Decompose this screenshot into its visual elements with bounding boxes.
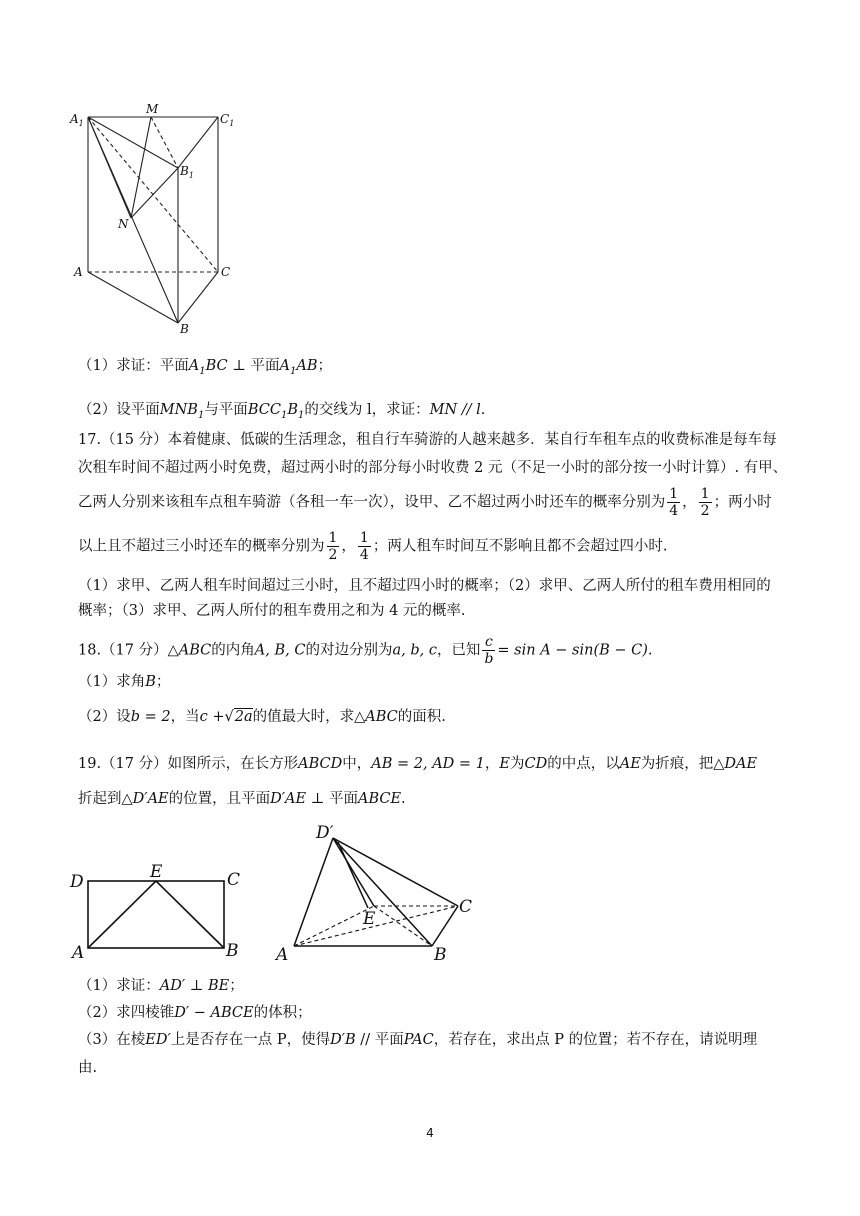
rect-label-e: E	[150, 862, 163, 882]
pyr-label-e: E	[363, 909, 376, 929]
q17-line5: （1）求甲、乙两人租车时间超过三小时，且不超过四小时的概率；（2）求甲、乙两人所付的租车费用相同的	[78, 578, 771, 594]
rect-label-d: D	[70, 872, 84, 892]
pyr-label-c: C	[459, 897, 473, 917]
q19-part2: （2）求四棱锥D′ − ABCE的体积；	[78, 1005, 312, 1021]
q18-part1: （1）求角B；	[78, 674, 171, 690]
rect-label-b: B	[226, 941, 239, 961]
q17-line3: 乙两人分别来该租车点租车骑游（各租一车一次），设甲、乙不超过两小时还车的概率分别为 $\frac{1}{4}$ ， $\frac{1}{2}$ ；两小时	[78, 486, 772, 519]
q19-part3-cont: 由.	[78, 1060, 98, 1076]
q18-stem: 18.（17 分）△ABC的内角A, B, C的对边分别为a, b, c，已知 $\frac{c}{b}$ = sin A − sin(B − C).	[78, 634, 653, 667]
q17-line1: 17.（15 分）本着健康、低碳的生活理念，租自行车骑游的人越来越多．某自行车租车点的收费标准是每车每	[78, 432, 777, 448]
page-number: 4	[426, 1126, 434, 1140]
label-a: A	[74, 265, 83, 279]
label-b: B	[180, 322, 189, 336]
label-a1: $A_1$	[70, 112, 84, 128]
pyr-label-a: A	[276, 945, 289, 965]
label-c1: $C_1$	[220, 112, 235, 128]
rect-label-c: C	[227, 870, 241, 890]
q16-part2: （2）设平面$MNB_1$与平面$BCC_1B_1$的交线为 l，求证：MN // l.	[78, 402, 486, 421]
label-m: M	[146, 102, 159, 116]
q16-part1: （1）求证：平面$A_1BC$ ⊥ 平面$A_1AB$；	[78, 358, 332, 377]
pyramid-figure	[270, 820, 480, 970]
rectangle-figure	[66, 858, 256, 968]
rect-label-a: A	[72, 943, 85, 963]
q19-stem-line1: 19.（17 分）如图所示，在长方形ABCD中，AB = 2, AD = 1，E为CD的中点，以AE为折痕，把△DAE	[78, 756, 758, 772]
pyr-label-dprime: D′	[316, 823, 334, 843]
pyr-label-b: B	[434, 945, 447, 965]
q19-stem-line2: 折起到△D′AE的位置，且平面D′AE ⊥ 平面ABCE.	[78, 791, 406, 807]
label-c: C	[221, 265, 231, 279]
q19-part3: （3）在棱ED′上是否存在一点 P，使得D′B // 平面PAC，若存在，求出点 P 的位置；若不存在，请说明理	[78, 1032, 758, 1048]
q17-line2: 次租车时间不超过两小时免费，超过两小时的部分每小时收费 2 元（不足一小时的部分按一小时计算）. 有甲、	[78, 460, 788, 476]
prism-figure	[66, 100, 246, 336]
label-b1: $B_1$	[180, 164, 194, 180]
q18-part2: （2）设b = 2，当c +√2a的值最大时，求△ABC的面积.	[78, 709, 446, 725]
q17-line6: 概率；（3）求甲、乙两人所付的租车费用之和为 4 元的概率.	[78, 603, 466, 619]
q19-part1: （1）求证：AD′ ⊥ BE；	[78, 978, 244, 994]
q17-line4: 以上且不超过三小时还车的概率分别为 $\frac{1}{2}$ ， $\frac{1}{4}$ ；两人租车时间互不影响且都不会超过四小时.	[78, 530, 668, 563]
label-n: N	[118, 217, 129, 231]
